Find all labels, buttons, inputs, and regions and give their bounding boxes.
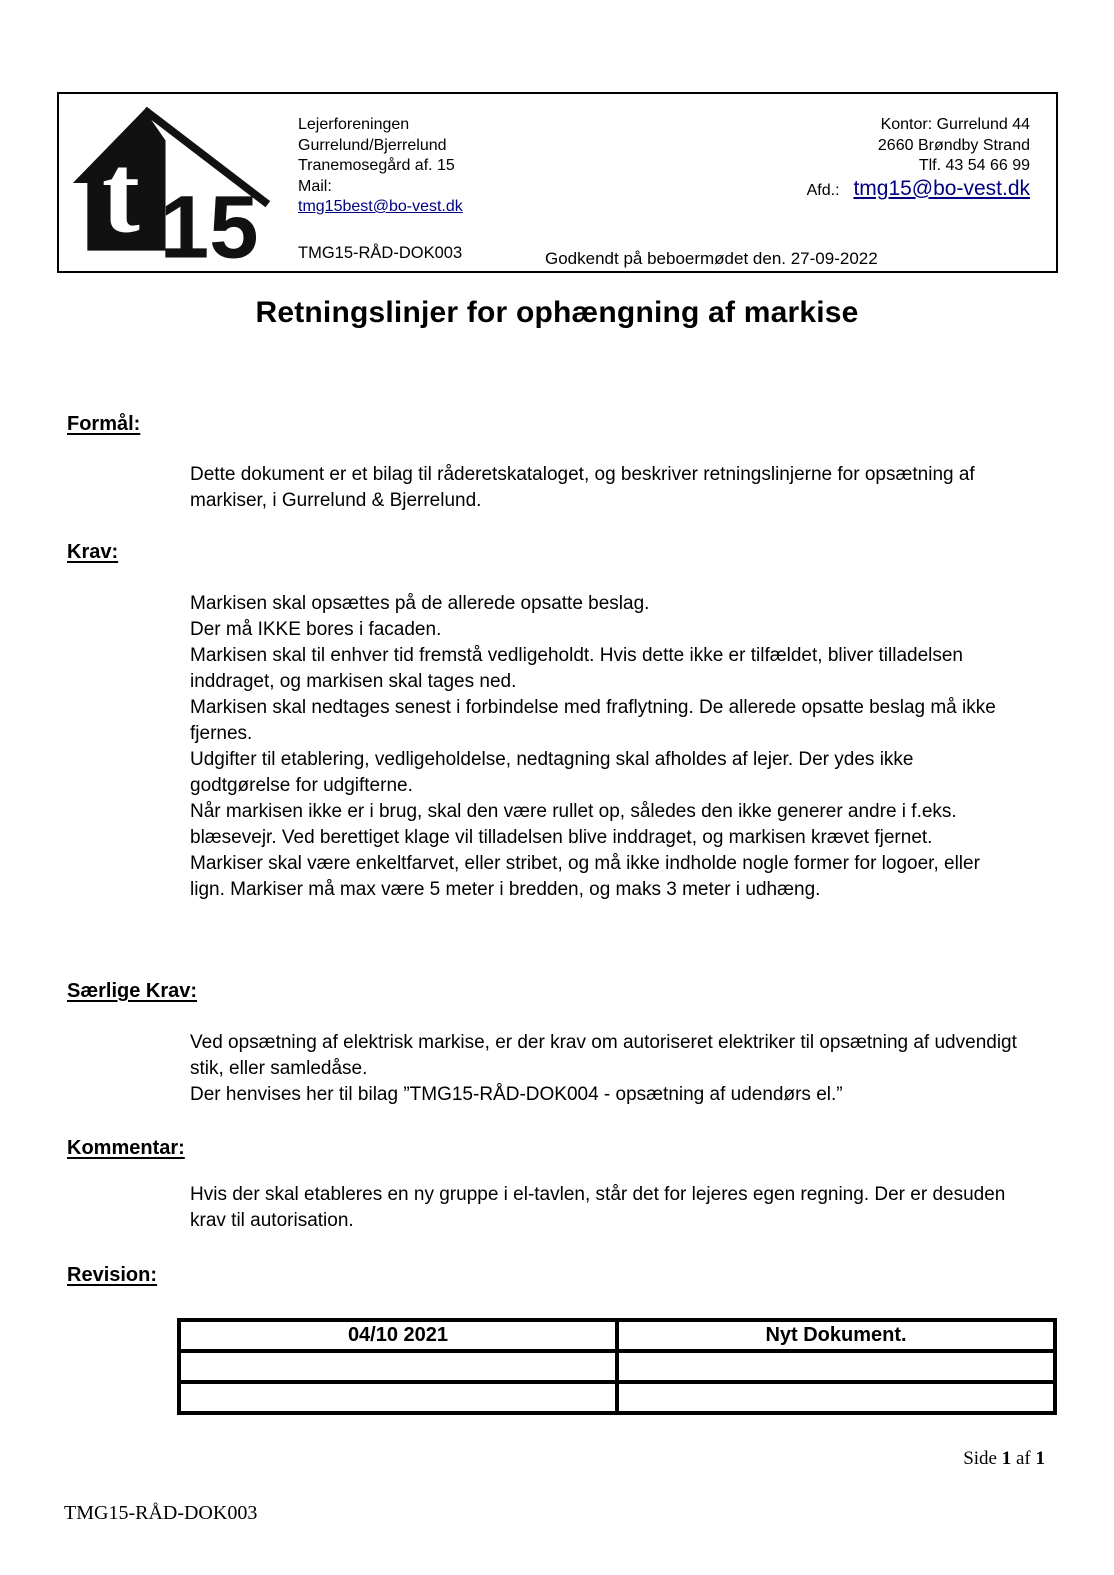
revision-table [177, 1318, 1057, 1415]
paragraph: Ved opsætning af elektrisk markise, er der krav om autoriseret elektriker til opsætning af udvendigt stik, eller samledåse. [190, 1032, 1017, 1079]
table-row [179, 1320, 1055, 1351]
page-number [963, 1448, 1045, 1470]
paragraph: Hvis der skal etableres en ny gruppe i el-tavlen, står det for lejeres egen regning. Der er desuden krav til autorisation. [190, 1184, 1006, 1231]
svg-text:t: t [101, 130, 140, 257]
afd-mail-link[interactable]: tmg15@bo-vest.dk [853, 176, 1030, 200]
letterhead-box [57, 92, 1058, 273]
section-heading-revision: Revision: [67, 1264, 158, 1286]
revision-date-cell [179, 1351, 617, 1382]
svg-text:15: 15 [159, 177, 259, 262]
page-title: Retningslinjer for ophængning af markise [255, 296, 859, 329]
org-line: Lejerforeningen [298, 116, 410, 133]
paragraph: Markiser skal være enkeltfarvet, eller stribet, og må ikke indholde nogle former for logoer, eller lign. Markiser må max være 5 meter i bredden, og maks 3 meter i udhæng. [190, 853, 980, 900]
section-body-krav [190, 591, 1018, 903]
paragraph: Der henvises her til bilag ”TMG15-RÅD-DOK004 - opsætning af udendørs el.” [190, 1084, 843, 1105]
section-heading-krav: Krav: [67, 541, 119, 563]
paragraph: Dette dokument er et bilag til råderetskataloget, og beskriver retningslinjerne for opsætning af markiser, i Gurrelund & Bjerrelund. [190, 464, 975, 511]
paragraph: Markisen skal nedtages senest i forbindelse med fraflytning. De allerede opsatte beslag må ikke fjernes. [190, 697, 996, 744]
revision-date-cell [179, 1382, 617, 1413]
revision-date-cell: 04/10 2021 [179, 1320, 617, 1351]
office-line: Tlf. 43 54 66 99 [918, 157, 1030, 174]
t15-house-logo [69, 104, 291, 262]
of-label: af [1015, 1448, 1031, 1469]
org-line: Mail: [298, 177, 332, 195]
document-id: TMG15-RÅD-DOK003 [298, 244, 463, 262]
section-body-saerlige-krav [190, 1030, 1038, 1108]
org-line: Tranemosegård af. 15 [298, 157, 455, 174]
section-body-kommentar [190, 1182, 1038, 1234]
page-total: 1 [1035, 1448, 1045, 1469]
page-num: 1 [1001, 1448, 1012, 1469]
paragraph: Udgifter til etablering, vedligeholdelse, nedtagning skal afholdes af lejer. Der ydes ikke godtgørelse for udgifterne. [190, 749, 914, 796]
paragraph: Der må IKKE bores i facaden. [190, 619, 442, 640]
org-mail-link[interactable]: tmg15best@bo-vest.dk [298, 198, 463, 215]
table-row [179, 1382, 1055, 1413]
office-line: 2660 Brøndby Strand [877, 136, 1030, 154]
page-label: Side [963, 1448, 997, 1469]
revision-note-cell [617, 1351, 1055, 1382]
paragraph: Markisen skal opsættes på de allerede opsatte beslag. [190, 593, 650, 614]
section-heading-formaal: Formål: [67, 413, 141, 435]
paragraph: Når markisen ikke er i brug, skal den være rullet op, således den ikke generer andre i f.eks. blæsevejr. Ved berettiget klage vil tilladelsen blive inddraget, og markisen krævet fjernet. [190, 801, 957, 848]
footer-document-id: TMG15-RÅD-DOK003 [64, 1502, 258, 1524]
org-address-block [298, 115, 463, 218]
table-row [179, 1351, 1055, 1382]
section-body-formaal [190, 462, 1010, 514]
afd-label: Afd.: [806, 181, 840, 199]
section-heading-kommentar: Kommentar: [67, 1137, 185, 1159]
paragraph: Markisen skal til enhver tid fremstå vedligeholdt. Hvis dette ikke er tilfældet, bliver tilladelsen inddraget, og markisen skal tages ned. [190, 645, 963, 692]
approval-note: Godkendt på beboermødet den. 27-09-2022 [545, 249, 878, 268]
revision-note-cell: Nyt Dokument. [617, 1320, 1055, 1351]
org-line: Gurrelund/Bjerrelund [298, 136, 447, 154]
section-heading-saerlige-krav: Særlige Krav: [67, 980, 198, 1002]
office-contact-block [807, 115, 1030, 201]
revision-note-cell [617, 1382, 1055, 1413]
office-line: Kontor: Gurrelund 44 [880, 116, 1030, 133]
